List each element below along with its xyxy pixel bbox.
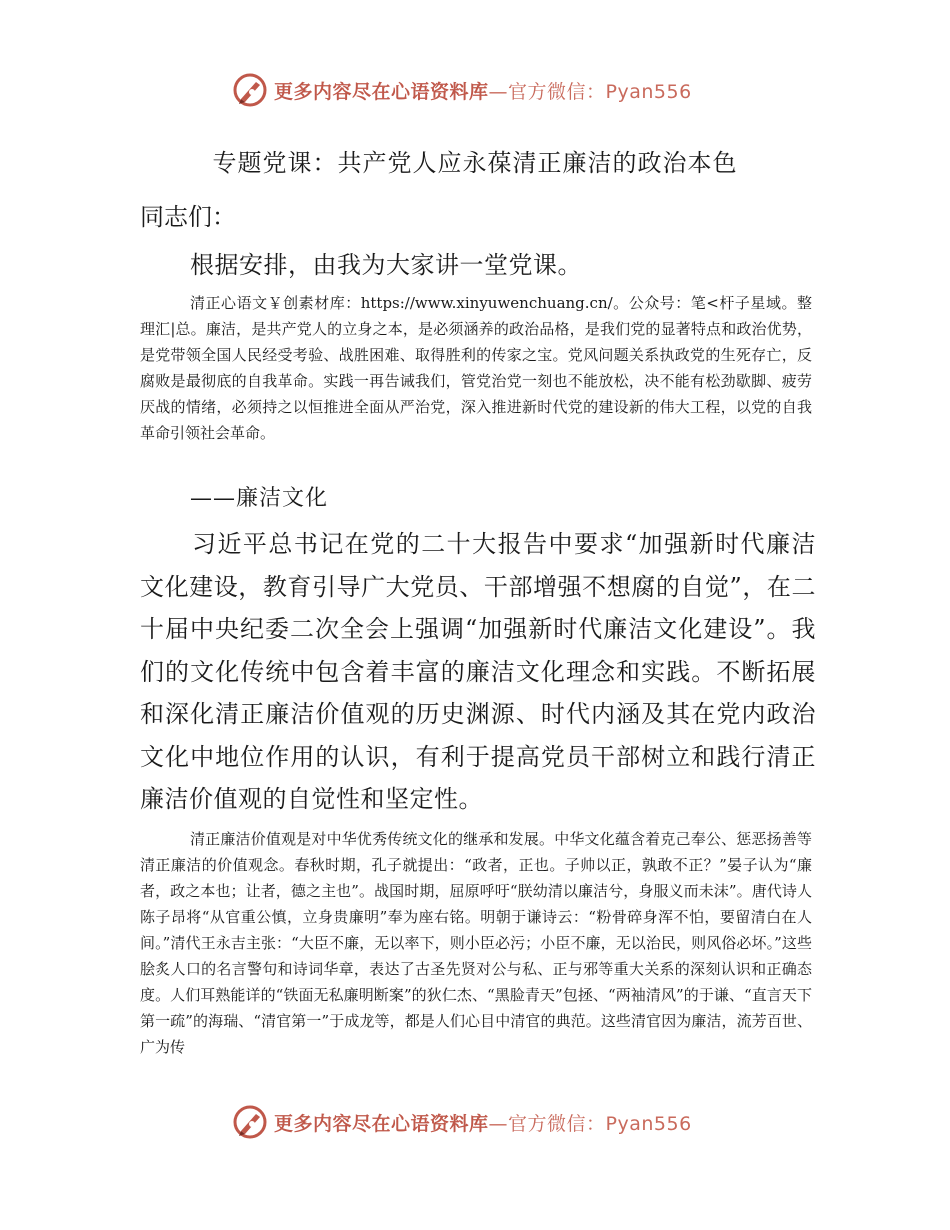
intro-line: 根据安排，由我为大家讲一堂党课。 — [190, 251, 582, 279]
pen-logo-icon — [232, 1104, 268, 1140]
header-watermark-banner — [232, 70, 692, 110]
header-banner-text: 更多内容尽在心语资料库—官方微信：Pyan556 — [274, 80, 692, 103]
greeting: 同志们： — [140, 203, 236, 231]
paragraph-1: 清正心语文￥创素材库：https://www.xinyuwenchuang.cn/。公众号：笔<杆子星域。整理汇|总。廉洁，是共产党人的立身之本，是必须涵养的政治品格，是我们党的显著特点和政治优势，是党带领全国人民经受考验、战胜困难、取得胜利的传家之宝。党风问题关系执政党的生死存亡，反腐败是最彻底的自我革命。实践一再告诫我们，管党治党一刻也不能放松，决不能有松劲歇脚、疲劳厌战的情绪，必须持之以恒推进全面从严治党，深入推进新时代党的建设新的伟大工程，以党的自我革命引领社会革命。 — [140, 294, 812, 442]
paragraph-3: 清正廉洁价值观是对中华优秀传统文化的继承和发展。中华文化蕴含着克己奉公、惩恶扬善等清正廉洁的价值观念。春秋时期，孔子就提出：“政者，正也。子帅以正，孰敢不正？”晏子认为“廉者，政之本也；让者，德之主也”。战国时期，屈原呼吁“朕幼清以廉洁兮，身服义而未沫”。唐代诗人陈子昂将“从官重公慎，立身贵廉明”奉为座右铭。明朝于谦诗云：“粉骨碎身浑不怕，要留清白在人间。”清代王永吉主张：“大臣不廉，无以率下，则小臣必污；小臣不廉，无以治民，则风俗必坏。”这些脍炙人口的名言警句和诗词华章，表达了古圣先贤对公与私、正与邪等重大关系的深刻认识和正确态度。人们耳熟能详的“铁面无私廉明断案”的狄仁杰、“黑脸青天”包拯、“两袖清风”的于谦、“直言天下第一疏”的海瑞、“清官第一”于成龙等，都是人们心目中清官的典范。这些清官因为廉洁，流芳百世、广为传 — [140, 830, 812, 1056]
footer-watermark-banner — [232, 1102, 692, 1142]
section-heading: ——廉洁文化 — [190, 486, 329, 511]
document-title: 专题党课：共产党人应永葆清正廉洁的政治本色 — [212, 149, 738, 177]
pen-logo-icon — [232, 72, 268, 108]
footer-banner-text: 更多内容尽在心语资料库—官方微信：Pyan556 — [274, 1112, 692, 1135]
paragraph-2: 习近平总书记在党的二十大报告中要求“加强新时代廉洁文化建设，教育引导广大党员、干部增强不想腐的自觉”，在二十届中央纪委二次全会上强调“加强新时代廉洁文化建设”。我们的文化传统中包含着丰富的廉洁文化理念和实践。不断拓展和深化清正廉洁价值观的历史渊源、时代内涵及其在党内政治文化中地位作用的认识，有利于提高党员干部树立和践行清正廉洁价值观的自觉性和坚定性。 — [140, 530, 816, 813]
